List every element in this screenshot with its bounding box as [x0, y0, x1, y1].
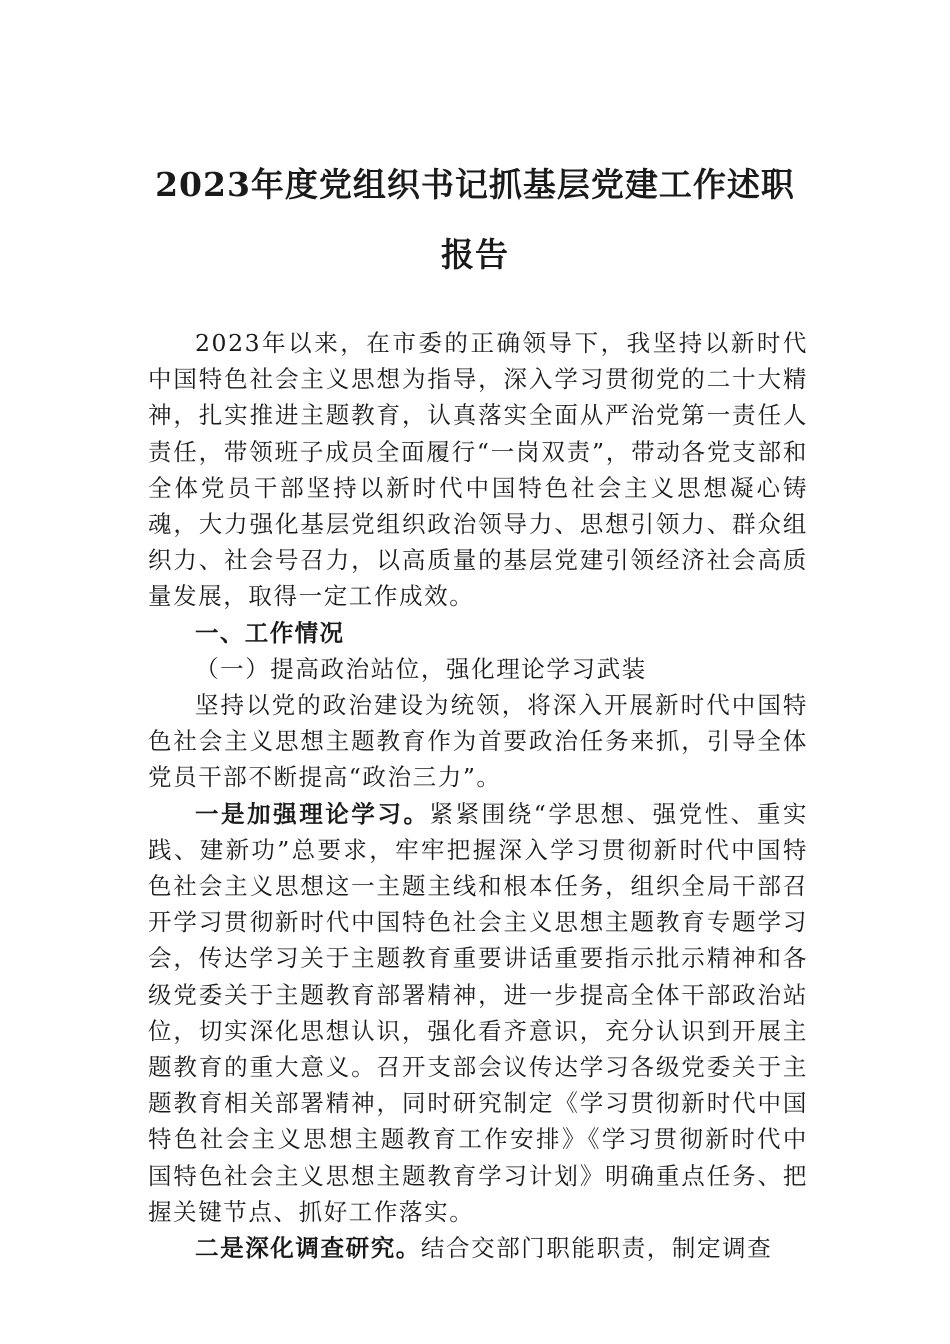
- document-body: [148, 325, 808, 1266]
- point-body-research: 结合交部门职能职责，制定调查: [420, 1234, 773, 1263]
- point-lead-theory-study: 一是加强理论学习。: [195, 799, 430, 828]
- point-lead-research: 二是深化调查研究。: [195, 1234, 421, 1263]
- intro-paragraph: 2023年以来，在市委的正确领导下，我坚持以新时代中国特色社会主义思想为指导，深入学习贯彻党的二十大精神，扎实推进主题教育，认真落实全面从严治党第一责任人责任，带领班子成员全面履行“一岗双责”，带动各党支部和全体党员干部坚持以新时代中国特色社会主义思想凝心铸魂，大力强化基层党组织政治领导力、思想引领力、群众组织力、社会号召力，以高质量的基层党建引领经济社会高质量发展，取得一定工作成效。: [148, 329, 808, 611]
- point-body-theory-study: 紧紧围绕“学思想、强党性、重实践、建新功”总要求，牢牢把握深入学习贯彻新时代中国特色社会主义思想这一主题主线和根本任务，组织全局干部召开学习贯彻新时代中国特色社会主义思想主题教育专题学习会，传达学习关于主题教育重要讲话重要指示批示精神和各级党委关于主题教育部署精神，进一步提高全体干部政治站位，切实深化思想认识，强化看齐意识，充分认识到开展主题教育的重大意义。召开支部会议传达学习各级党委关于主题教育相关部署精神，同时研究制定《学习贯彻新时代中国特色社会主义思想主题教育工作安排》《学习贯彻新时代中国特色社会主义思想主题教育学习计划》明确重点任务、把握关键节点、抓好工作落实。: [148, 799, 808, 1226]
- document-title-line-2: 报告: [441, 235, 509, 274]
- point-paragraph-theory-study: [148, 796, 808, 1230]
- subsection-heading-political-stance: （一）提高政治站位，强化理论学习武装: [195, 654, 647, 683]
- point-paragraph-research: [148, 1230, 808, 1266]
- document-title-line-1: 2023年度党组织书记抓基层党建工作述职: [155, 165, 795, 204]
- section-heading-work-status: 一、工作情况: [195, 618, 345, 647]
- subsection-paragraph: 坚持以党的政治建设为统领，将深入开展新时代中国特色社会主义思想主题教育作为首要政治任务来抓，引导全体党员干部不断提高“政治三力”。: [148, 691, 808, 792]
